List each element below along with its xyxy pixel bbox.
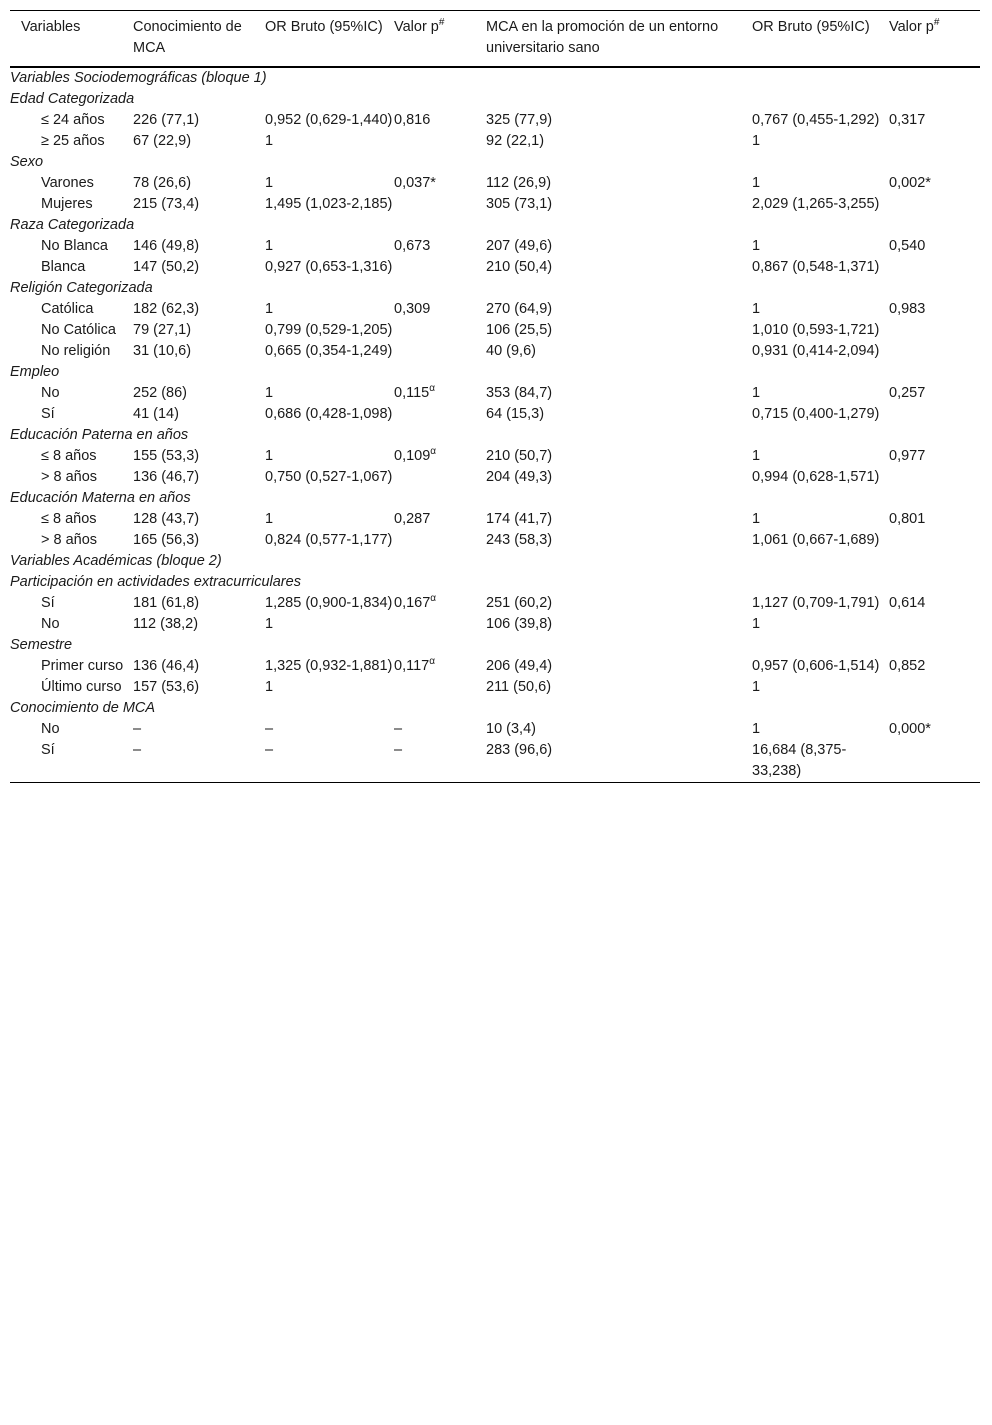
row-label: No religión [41, 343, 111, 359]
cell-conocimiento: 181 (61,8) [133, 595, 200, 611]
cell-conocimiento: 67 (22,9) [133, 133, 192, 149]
cell-valor-p-1 [394, 194, 486, 215]
cell-valor-p-2 [889, 404, 980, 425]
valor-p-1-value: 0,309 [394, 301, 431, 317]
section-row [10, 551, 980, 572]
table-row [10, 614, 980, 635]
table-row [10, 110, 980, 131]
table-row [10, 656, 980, 677]
cell-mca-promocion: 305 (73,1) [486, 196, 553, 212]
cell-or-bruto-2: 0,994 (0,628-1,571) [752, 469, 880, 485]
cell-or-bruto-1: 0,799 (0,529-1,205) [265, 322, 393, 338]
cell-valor-p-2: 0,257 [889, 385, 926, 401]
valor-p-1-value: 0,816 [394, 112, 431, 128]
table-row [10, 593, 980, 614]
table-row [10, 509, 980, 530]
cell-conocimiento: 136 (46,4) [133, 658, 200, 674]
row-label: Sí [41, 595, 55, 611]
cell-conocimiento: 112 (38,2) [133, 616, 199, 632]
valor-p-1-value: 0,109 [394, 448, 431, 464]
cell-valor-p-2: 0,614 [889, 595, 926, 611]
table-row [10, 530, 980, 551]
cell-or-bruto-1: 1 [265, 175, 274, 191]
cell-valor-p-1 [394, 320, 486, 341]
cell-or-bruto-1: 1 [265, 616, 274, 632]
cell-mca-promocion: 174 (41,7) [486, 511, 553, 527]
cell-conocimiento: 41 (14) [133, 406, 179, 422]
cell-or-bruto-1: 1 [265, 238, 274, 254]
valor-p-1-value: 0,117 [394, 658, 430, 674]
row-label: Último curso [41, 679, 122, 695]
cell-conocimiento: 79 (27,1) [133, 322, 192, 338]
section-label: Variables Académicas (bloque 2) [10, 553, 222, 569]
row-label: ≥ 25 años [41, 133, 105, 149]
alpha-mark: α [429, 383, 435, 394]
alpha-mark: α [429, 656, 435, 667]
valor-p-1-value: 0,673 [394, 238, 431, 254]
header-valor-p-2-text: Valor p [889, 19, 934, 35]
header-variables: Variables [21, 19, 81, 35]
row-label: No Blanca [41, 238, 108, 254]
cell-mca-promocion: 206 (49,4) [486, 658, 553, 674]
cell-or-bruto-2: 1 [752, 301, 761, 317]
cell-or-bruto-2: 1 [752, 679, 761, 695]
table-row [10, 257, 980, 278]
table-row [10, 404, 980, 425]
cell-valor-p-1 [394, 236, 486, 257]
cell-or-bruto-2: 1 [752, 238, 761, 254]
row-label: Mujeres [41, 196, 93, 212]
cell-mca-promocion: 204 (49,3) [486, 469, 553, 485]
table-row [10, 467, 980, 488]
cell-or-bruto-1: 0,952 (0,629-1,440) [265, 112, 393, 128]
cell-conocimiento: 226 (77,1) [133, 112, 200, 128]
table-row [10, 341, 980, 362]
cell-valor-p-2: 0,540 [889, 238, 926, 254]
row-label: Sí [41, 742, 55, 758]
alpha-mark: α [430, 593, 437, 604]
row-label: No Católica [41, 322, 116, 338]
row-label: ≤ 24 años [41, 112, 105, 128]
section-row [10, 488, 980, 509]
header-valor-p-1-mark: # [438, 17, 445, 28]
cell-valor-p-1 [394, 740, 486, 783]
row-label: > 8 años [41, 469, 98, 485]
cell-or-bruto-1: 1 [265, 301, 274, 317]
valor-p-1-value: 0,037* [394, 175, 436, 191]
table-row [10, 740, 980, 783]
cell-valor-p-1 [394, 257, 486, 278]
cell-conocimiento: 157 (53,6) [133, 679, 200, 695]
section-row [10, 278, 980, 299]
cell-mca-promocion: 92 (22,1) [486, 133, 545, 149]
cell-or-bruto-2: 1,061 (0,667-1,689) [752, 532, 880, 548]
cell-valor-p-1 [394, 467, 486, 488]
cell-or-bruto-1: 0,927 (0,653-1,316) [265, 259, 393, 275]
section-label: Variables Sociodemográficas (bloque 1) [10, 70, 267, 86]
table-row [10, 677, 980, 698]
table-row [10, 299, 980, 320]
table-row [10, 320, 980, 341]
cell-valor-p-2: 0,852 [889, 658, 926, 674]
results-table [10, 10, 980, 783]
cell-valor-p-1 [394, 110, 486, 131]
cell-mca-promocion: 64 (15,3) [486, 406, 545, 422]
cell-mca-promocion: 243 (58,3) [486, 532, 553, 548]
cell-valor-p-1 [394, 593, 486, 614]
cell-or-bruto-2: 0,931 (0,414-2,094) [752, 343, 880, 359]
section-label: Semestre [10, 637, 73, 653]
cell-mca-promocion: 211 (50,6) [486, 679, 552, 695]
row-label: > 8 años [41, 532, 98, 548]
table-row [10, 131, 980, 152]
cell-or-bruto-2: 1 [752, 175, 761, 191]
cell-or-bruto-1: 0,824 (0,577-1,177) [265, 532, 393, 548]
cell-conocimiento: 155 (53,3) [133, 448, 200, 464]
cell-conocimiento: 252 (86) [133, 385, 188, 401]
row-label: Sí [41, 406, 55, 422]
header-mca-promocion: MCA en la promoción de un entorno universitario sano [486, 19, 719, 56]
cell-valor-p-2 [889, 614, 980, 635]
section-row [10, 425, 980, 446]
cell-valor-p-1 [394, 614, 486, 635]
cell-conocimiento: 128 (43,7) [133, 511, 200, 527]
cell-or-bruto-2: 1,127 (0,709-1,791) [752, 595, 880, 611]
cell-conocimiento: 136 (46,7) [133, 469, 200, 485]
cell-conocimiento: 215 (73,4) [133, 196, 200, 212]
table-row [10, 173, 980, 194]
section-row [10, 635, 980, 656]
cell-valor-p-2 [889, 257, 980, 278]
cell-valor-p-1 [394, 677, 486, 698]
cell-or-bruto-2: 1 [752, 511, 761, 527]
cell-mca-promocion: 353 (84,7) [486, 385, 553, 401]
cell-valor-p-2 [889, 131, 980, 152]
header-valor-p-2 [889, 11, 980, 68]
section-label: Educación Materna en años [10, 490, 191, 506]
cell-valor-p-2 [889, 530, 980, 551]
header-valor-p-2-mark: # [933, 17, 940, 28]
cell-valor-p-1 [394, 656, 486, 677]
cell-mca-promocion: 207 (49,6) [486, 238, 553, 254]
cell-or-bruto-1: – [265, 721, 274, 737]
cell-conocimiento: – [133, 742, 142, 758]
row-label: No [41, 721, 60, 737]
row-label: ≤ 8 años [41, 511, 97, 527]
header-valor-p-1-text: Valor p [394, 19, 439, 35]
cell-mca-promocion: 325 (77,9) [486, 112, 553, 128]
valor-p-1-value: – [394, 742, 403, 758]
cell-or-bruto-1: 1 [265, 133, 274, 149]
cell-valor-p-1 [394, 341, 486, 362]
section-row [10, 572, 980, 593]
cell-or-bruto-2: 16,684 (8,375-33,238) [752, 742, 847, 779]
cell-or-bruto-1: 1 [265, 385, 274, 401]
cell-or-bruto-2: 0,767 (0,455-1,292) [752, 112, 880, 128]
cell-or-bruto-1: 1,495 (1,023-2,185) [265, 196, 393, 212]
cell-valor-p-2 [889, 740, 980, 783]
alpha-mark: α [430, 446, 437, 457]
header-or-bruto-1: OR Bruto (95%IC) [265, 19, 383, 35]
cell-valor-p-1 [394, 404, 486, 425]
table-row [10, 383, 980, 404]
cell-valor-p-2 [889, 341, 980, 362]
cell-mca-promocion: 40 (9,6) [486, 343, 536, 359]
table-body [10, 67, 980, 783]
row-label: No [41, 616, 60, 632]
cell-conocimiento: 146 (49,8) [133, 238, 200, 254]
cell-valor-p-1 [394, 173, 486, 194]
cell-valor-p-2: 0,317 [889, 112, 926, 128]
cell-valor-p-1 [394, 131, 486, 152]
cell-conocimiento: 147 (50,2) [133, 259, 200, 275]
cell-conocimiento: 31 (10,6) [133, 343, 192, 359]
cell-mca-promocion: 283 (96,6) [486, 742, 553, 758]
cell-or-bruto-1: 1 [265, 679, 274, 695]
cell-or-bruto-1: 0,665 (0,354-1,249) [265, 343, 393, 359]
cell-mca-promocion: 270 (64,9) [486, 301, 553, 317]
header-row [10, 11, 980, 68]
cell-valor-p-2: 0,002* [889, 175, 931, 191]
row-label: Primer curso [41, 658, 124, 674]
cell-mca-promocion: 112 (26,9) [486, 175, 552, 191]
valor-p-1-value: 0,287 [394, 511, 431, 527]
cell-or-bruto-2: 2,029 (1,265-3,255) [752, 196, 880, 212]
cell-valor-p-1 [394, 383, 486, 404]
cell-mca-promocion: 106 (39,8) [486, 616, 553, 632]
section-row [10, 152, 980, 173]
cell-mca-promocion: 10 (3,4) [486, 721, 536, 737]
cell-or-bruto-2: 1 [752, 385, 761, 401]
cell-valor-p-1 [394, 299, 486, 320]
table-row [10, 719, 980, 740]
section-label: Empleo [10, 364, 60, 380]
section-row [10, 89, 980, 110]
cell-or-bruto-2: 1 [752, 448, 761, 464]
valor-p-1-value: 0,167 [394, 595, 431, 611]
table-header [10, 11, 980, 68]
cell-or-bruto-1: 0,686 (0,428-1,098) [265, 406, 393, 422]
section-label: Raza Categorizada [10, 217, 135, 233]
section-label: Edad Categorizada [10, 91, 135, 107]
cell-or-bruto-2: 1 [752, 133, 761, 149]
cell-or-bruto-2: 1 [752, 616, 761, 632]
cell-or-bruto-1: 1,285 (0,900-1,834) [265, 595, 393, 611]
header-conocimiento: Conocimiento de MCA [133, 19, 242, 56]
section-row [10, 215, 980, 236]
cell-valor-p-2 [889, 320, 980, 341]
cell-or-bruto-2: 0,867 (0,548-1,371) [752, 259, 880, 275]
valor-p-1-value: – [394, 721, 403, 737]
cell-or-bruto-2: 1,010 (0,593-1,721) [752, 322, 880, 338]
section-row [10, 698, 980, 719]
cell-valor-p-1 [394, 719, 486, 740]
cell-valor-p-2 [889, 677, 980, 698]
cell-valor-p-1 [394, 509, 486, 530]
cell-or-bruto-2: 1 [752, 721, 761, 737]
section-label: Participación en actividades extracurriculares [10, 574, 301, 590]
cell-valor-p-2 [889, 194, 980, 215]
cell-mca-promocion: 106 (25,5) [486, 322, 553, 338]
section-row [10, 67, 980, 89]
cell-valor-p-2: 0,983 [889, 301, 926, 317]
section-label: Conocimiento de MCA [10, 700, 156, 716]
table-row [10, 194, 980, 215]
cell-valor-p-2: 0,801 [889, 511, 926, 527]
cell-or-bruto-1: 1,325 (0,932-1,881) [265, 658, 393, 674]
cell-valor-p-2 [889, 467, 980, 488]
cell-or-bruto-2: 0,957 (0,606-1,514) [752, 658, 880, 674]
cell-or-bruto-1: 1 [265, 511, 274, 527]
row-label: ≤ 8 años [41, 448, 97, 464]
cell-mca-promocion: 210 (50,4) [486, 259, 553, 275]
cell-valor-p-2: 0,977 [889, 448, 926, 464]
cell-or-bruto-1: – [265, 742, 274, 758]
cell-conocimiento: 78 (26,6) [133, 175, 192, 191]
valor-p-1-value: 0,115 [394, 385, 430, 401]
section-label: Sexo [10, 154, 44, 170]
row-label: Varones [41, 175, 94, 191]
row-label: Católica [41, 301, 94, 317]
header-or-bruto-2: OR Bruto (95%IC) [752, 19, 870, 35]
table-row [10, 446, 980, 467]
cell-or-bruto-1: 0,750 (0,527-1,067) [265, 469, 393, 485]
row-label: Blanca [41, 259, 86, 275]
cell-valor-p-1 [394, 530, 486, 551]
cell-conocimiento: – [133, 721, 142, 737]
cell-mca-promocion: 251 (60,2) [486, 595, 553, 611]
cell-or-bruto-1: 1 [265, 448, 274, 464]
cell-conocimiento: 165 (56,3) [133, 532, 200, 548]
section-row [10, 362, 980, 383]
cell-conocimiento: 182 (62,3) [133, 301, 200, 317]
row-label: No [41, 385, 60, 401]
section-label: Religión Categorizada [10, 280, 153, 296]
section-label: Educación Paterna en años [10, 427, 189, 443]
cell-valor-p-1 [394, 446, 486, 467]
cell-valor-p-2: 0,000* [889, 721, 931, 737]
cell-mca-promocion: 210 (50,7) [486, 448, 553, 464]
table-row [10, 236, 980, 257]
cell-or-bruto-2: 0,715 (0,400-1,279) [752, 406, 880, 422]
header-valor-p-1 [394, 11, 486, 68]
